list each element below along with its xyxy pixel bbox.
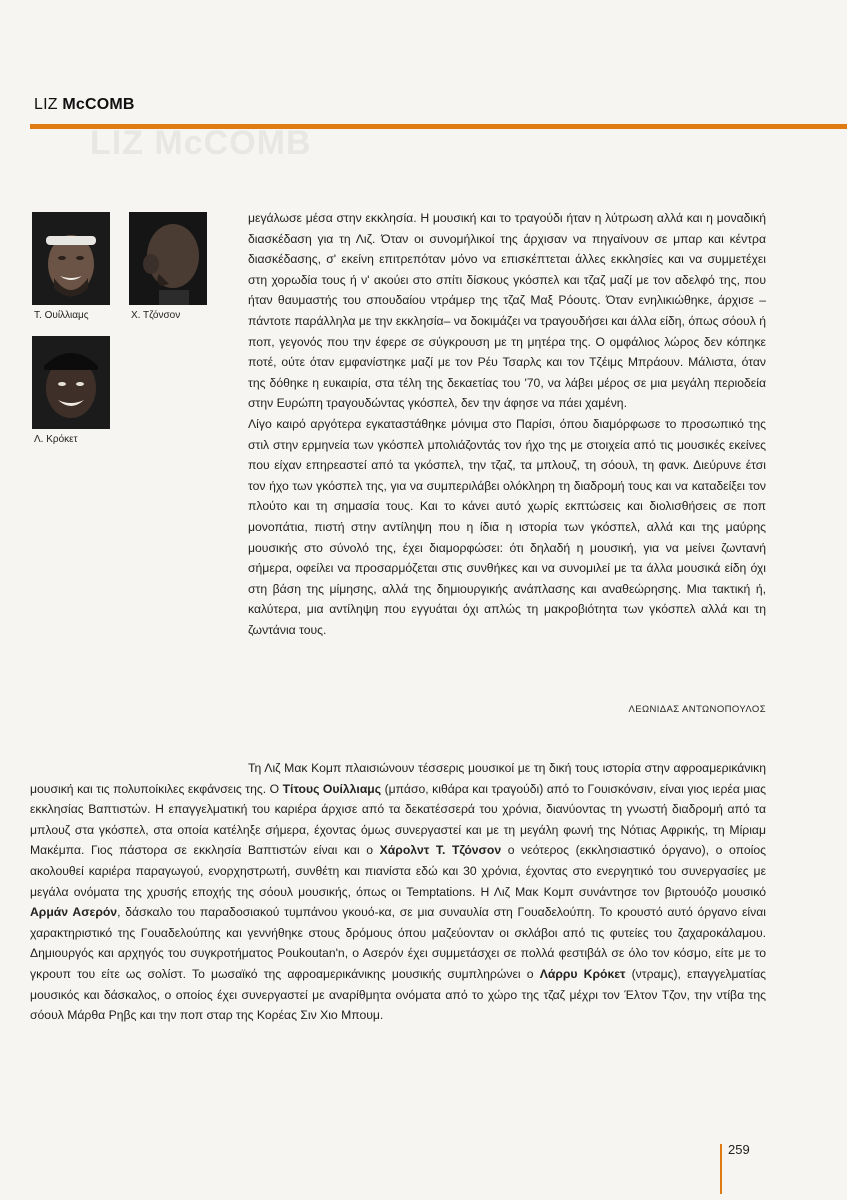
author-signature: ΛΕΩΝΙΔΑΣ ΑΝΤΩΝΟΠΟΥΛΟΣ xyxy=(628,704,766,715)
portrait-photo-icon xyxy=(32,336,110,429)
title-last-name: McCOMB xyxy=(62,96,135,113)
page-number: 259 xyxy=(728,1142,750,1157)
photo-caption: Τ. Ουίλλιαμς xyxy=(34,310,89,321)
text-run: (ντραμς), επαγγελματίας μουσικός και δάσκαλος, ο οποίος έχει συνεργαστεί με αναρίθμητα ονόματα από το χώρο της τζαζ μέχρι τον Έλτον Τζον, την ντίβα της σόουλ Μάρθα Ρηβς και την ποπ σταρ της Κορέας Σιν Χιο Μπουμ. xyxy=(30,966,767,1023)
text-run: ο νεότερος (εκκλησιαστικό όργανο), ο οποίος ακολουθεί καριέρα παραγωγού, ενορχηστρωτή, συνθέτη και πιανίστα εδώ και 30 χρόνια, έχοντας στο ενεργητικό του συνεργασίες με μεγάλα ονόματα της χρυσής εποχής της σόουλ μουσικής, όπως οι Temptations. Η Λιζ Μακ Κομπ συνάντησε τον βιρτουόζο μουσικό xyxy=(30,843,766,899)
page-number-divider xyxy=(720,1144,722,1194)
photo-caption: Λ. Κρόκετ xyxy=(34,434,78,445)
title-watermark: LIZ McCOMB xyxy=(90,124,312,162)
article-paragraph: Λίγο καιρό αργότερα εγκαταστάθηκε μόνιμα στο Παρίσι, όπου διαμόρφωσε το προσωπικό της στιλ στην ερμηνεία των γκόσπελ μπολιάζοντάς τον ήχο της με στοιχεία από τις μουσικές εκείνες που είχαν επηρεαστεί από τα γκόσπελ, την τζαζ, τα μπλουζ, τη σόουλ, τη φανκ. Διεύρυνε έτσι τον ήχο των γκόσπελ της, για να συμπεριλάβει ολόκληρη τη διαδρομή τους και να καταδείξει τον πλούτο και τη σημασία τους. Και το κάνει αυτό χωρίς εκπτώσεις και διολισθήσεις σε ποπ μονοπάτια, πιστή στην αντίληψη που η ίδια η ιστορία των γκόσπελ, αλλά και της μαύρης μουσικής στο σύνολό της, έχει διαμορφώσει: ότι δηλαδή η μουσική, για να μείνει ζωντανή σήμερα, οφείλει να προσαρμόζεται στις συνθήκες και να συνομιλεί με τα άλλα μουσικά είδη όχι στη βάση της μίμησης, αλλά της δημιουργικής ανάπλασης και αναθεώρησης. Μια τακτική ή, καλύτερα, μια αντίληψη που εγγυάται όχι απλώς τη μακροβιότητα των γκόσπελ αλλά και τη ζωντάνια τους. xyxy=(248,416,766,637)
portrait-photo-icon xyxy=(129,212,207,305)
portrait-photo-icon xyxy=(32,212,110,305)
musician-name: Λάρρυ Κρόκετ xyxy=(539,966,626,981)
musicians-paragraph xyxy=(30,758,766,1026)
section-title xyxy=(34,96,135,114)
text-run: Τη Λιζ Μακ Κομπ πλαισιώνουν τέσσερις μουσικοί με τη δική τους ιστορία στην αφροαμερικάνικη μουσική και τις πολυποίκιλες εκφάνσεις της. Ο xyxy=(30,761,766,796)
musician-name: Τίτους Ουίλλιαμς xyxy=(282,781,382,796)
text-run: , δάσκαλο του παραδοσιακού τυμπάνου γκουό-κα, σε μια συναυλία στη Γουαδελούπη. Το κρουστό αυτό όργανο είναι χαρακτηριστικό της Γουαδελούπης και γεννήθηκε στους δρόμους όπου μαζεύονταν οι σκλάβοι από τις φυτείες του ζαχαροκάλαμου. Δημιουργός και αρχηγός του συγκροτήματος Poukoutan'n, ο Ασερόν έχει συμμετάσχει σε πολλά φεστιβάλ σε όλο τον κόσμο, είτε με το γκρουπ του είτε ως σολίστ. Το μωσαϊκό της αφροαμερικάνικης μουσικής συμπληρώνει ο xyxy=(30,905,766,981)
musicians-section xyxy=(30,758,766,1026)
musician-name: Χάρολντ Τ. Τζόνσον xyxy=(379,843,502,858)
portrait-photo-williams xyxy=(32,212,110,305)
musician-name: Αρμάν Ασερόν xyxy=(30,905,118,920)
title-first-name: LIZ xyxy=(34,96,58,113)
portrait-photo-johnson xyxy=(129,212,207,305)
article-body xyxy=(248,208,766,640)
portrait-photo-crockett xyxy=(32,336,110,429)
article-paragraph: μεγάλωσε μέσα στην εκκλησία. Η μουσική και το τραγούδι ήταν η λύτρωση αλλά και η μοναδική διασκέδαση για τη Λιζ. Όταν οι συνομήλικοί της άρχισαν να πηγαίνουν σε μπαρ και κέντρα διασκέδασης, σ' εκείνη επιτρεπόταν μόνο να επισκέπτεται άλλες εκκλησίες και να συμμετέχει στη χορωδία τους ή ν' ακούει στο σπίτι δίσκους γκόσπελ και τζαζ μαζί με τον αδελφό της, που ήταν θαυμαστής του σπουδαίου ντράμερ της τζαζ Μαξ Ρόουτς. Όταν ενηλικιώθηκε, άρχισε –πάντοτε παράλληλα με την εκκλησία– να δοκιμάζει να τραγουδήσει και άλλα είδη, όπως σόουλ ή ποπ, γεγονός που την έφερε σε σύγκρουση με τη μητέρα της. Ο ομφάλιος λώρος δεν κόπηκε ποτέ, ούτε όταν εμφανίστηκε μαζί με τον Ρέυ Τσαρλς και τον Τζέιμς Μπράουν. Μάλιστα, όταν της δόθηκε η ευκαιρία, στα τέλη της δεκαετίας του '70, να λάβει μέρος σε μια μεγάλη περιοδεία στην Ευρώπη τραγουδώντας γκόσπελ, δεν την άφησε να πάει χαμένη. xyxy=(248,211,766,411)
text-run: (μπάσο, κιθάρα και τραγούδι) από το Γουισκόνσιν, είναι γιος ιερέα μιας εκκλησίας Βαπτιστών. Η επαγγελματική του καριέρα άρχισε από τα δεκατέσσερά του χρόνια, διανύοντας τη γνωστή διαδρομή από τα μπλουζ στα γκόσπελ, στα οποία κατέληξε σήμερα, έχοντας όμως συνεργαστεί και με τη μεγάλη φωνή της Νότιας Αφρικής, τη Μίριαμ Μακέμπα. Γιος πάστορα σε εκκλησία Βαπτιστών είναι και ο xyxy=(30,781,767,858)
photo-caption: Χ. Τζόνσον xyxy=(131,310,181,321)
